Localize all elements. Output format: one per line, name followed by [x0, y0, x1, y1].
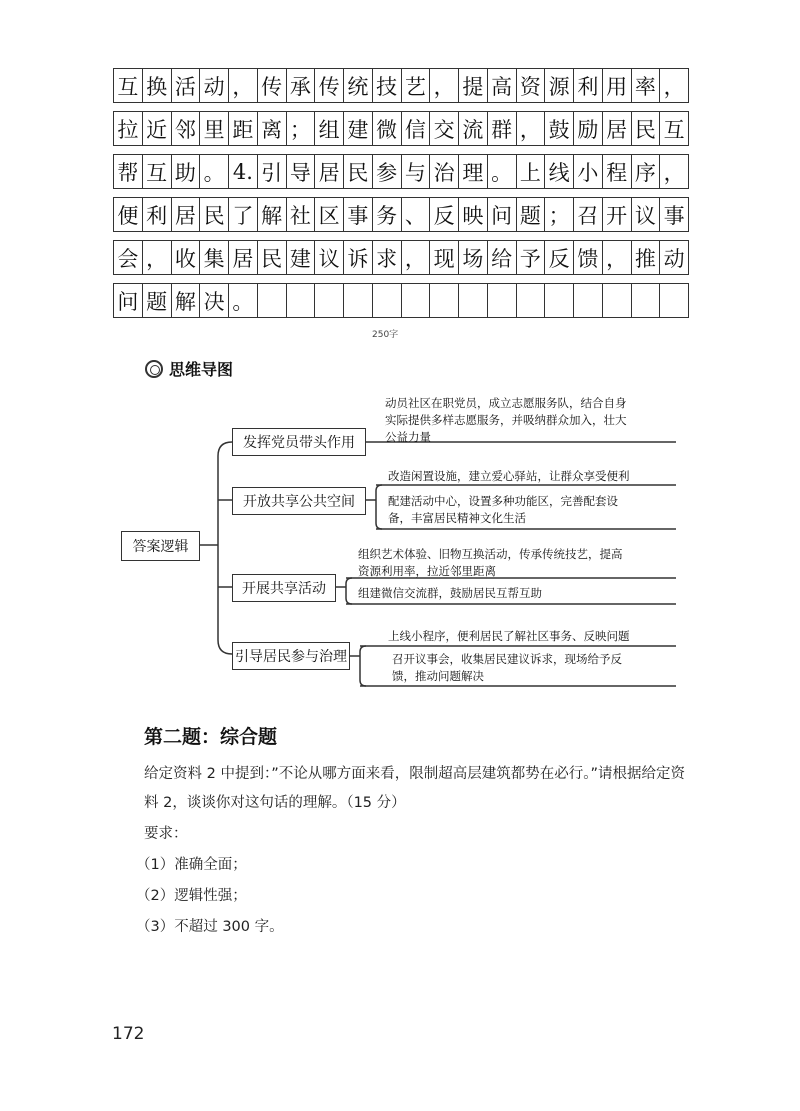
grid-cell: 问: [488, 198, 517, 231]
grid-cell: 题: [517, 198, 546, 231]
grid-cell: 参: [373, 155, 402, 188]
grid-cell: ，: [430, 69, 459, 102]
branch-shared-activities: 开展共享活动: [232, 574, 336, 602]
question-title: 第二题：综合题: [144, 726, 278, 748]
grid-cell: 导: [287, 155, 316, 188]
grid-cell: 务: [373, 198, 402, 231]
grid-cell: 助: [172, 155, 201, 188]
requirement-1: （1）准确全面；: [136, 857, 247, 873]
page-number: 172: [112, 1024, 145, 1044]
grid-cell: 。: [200, 155, 229, 188]
grid-cell: ；: [287, 112, 316, 145]
grid-cell: 交: [430, 112, 459, 145]
branch-resident-governance: 引导居民参与治理: [232, 642, 350, 670]
grid-cell: 召: [574, 198, 603, 231]
grid-cell: ，: [143, 241, 172, 274]
grid-cell: 传: [315, 69, 344, 102]
grid-cell: 小: [574, 155, 603, 188]
grid-cell: ；: [545, 198, 574, 231]
branch-party-members: 发挥党员带头作用: [232, 428, 366, 456]
grid-cell: 源: [545, 69, 574, 102]
grid-cell: 用: [603, 69, 632, 102]
grid-cell: 邻: [172, 112, 201, 145]
grid-cell: 传: [258, 69, 287, 102]
mindmap-title: 思维导图: [169, 360, 234, 379]
grid-cell: 鼓: [545, 112, 574, 145]
grid-cell: 高: [488, 69, 517, 102]
grid-cell: ，: [402, 241, 431, 274]
grid-cell: 动: [660, 241, 689, 274]
grid-cell: 互: [660, 112, 689, 145]
grid-cell: 给: [488, 241, 517, 274]
branch-4-note-b: 召开议事会，收集居民建议诉求，现场给予反 馈，推动问题解决: [392, 652, 622, 683]
grid-cell: 组: [315, 112, 344, 145]
grid-cell: 社: [287, 198, 316, 231]
branch-1-note: 动员社区在职党员，成立志愿服务队，结合自身 实际提供多样志愿服务，并吸纳群众加入，壮大 公益力量: [385, 396, 627, 444]
grid-cell: 了: [229, 198, 258, 231]
grid-cell: 居: [315, 155, 344, 188]
grid-cell: 离: [258, 112, 287, 145]
grid-cell: 集: [200, 241, 229, 274]
grid-cell: 序: [632, 155, 661, 188]
grid-cell: 决: [200, 284, 229, 317]
grid-cell: 民: [200, 198, 229, 231]
grid-cell: 拉: [114, 112, 143, 145]
word-count: 250字: [372, 330, 399, 340]
grid-cell: 建: [287, 241, 316, 274]
requirements-label: 要求：: [144, 826, 188, 842]
mindmap-root: 答案逻辑: [121, 531, 200, 561]
grid-cell: 事: [660, 198, 689, 231]
grid-cell: 收: [172, 241, 201, 274]
grid-cell: 里: [200, 112, 229, 145]
grid-cell: 反: [430, 198, 459, 231]
grid-cell: 诉: [344, 241, 373, 274]
grid-cell: 便: [114, 198, 143, 231]
grid-cell: 互: [114, 69, 143, 102]
grid-cell: 上: [517, 155, 546, 188]
grid-cell: 信: [402, 112, 431, 145]
branch-public-space: 开放共享公共空间: [232, 487, 366, 515]
grid-cell: 予: [517, 241, 546, 274]
grid-cell: 利: [574, 69, 603, 102]
grid-cell: 居: [603, 112, 632, 145]
question-prompt-line-1: 给定资料 2 中提到：”不论从哪方面来看，限制超高层建筑都势在必行。”请根据给定资: [144, 766, 685, 782]
grid-cell: 题: [143, 284, 172, 317]
grid-cell: 现: [430, 241, 459, 274]
grid-cell: 事: [344, 198, 373, 231]
grid-cell: ，: [229, 69, 258, 102]
grid-cell: 与: [402, 155, 431, 188]
grid-cell: 。: [229, 284, 258, 317]
grid-cell: 会: [114, 241, 143, 274]
grid-cell: 资: [517, 69, 546, 102]
grid-cell: 、: [402, 198, 431, 231]
question-prompt-line-2: 料 2，谈谈你对这句话的理解。（15 分）: [144, 795, 406, 811]
grid-cell: 。: [488, 155, 517, 188]
grid-cell: 艺: [402, 69, 431, 102]
grid-cell: 问: [114, 284, 143, 317]
grid-cell: 利: [143, 198, 172, 231]
grid-cell: 引: [258, 155, 287, 188]
grid-cell: 民: [632, 112, 661, 145]
grid-cell: 馈: [574, 241, 603, 274]
branch-4-note-a: 上线小程序，便利居民了解社区事务、反映问题: [388, 629, 630, 643]
branch-3-note-b: 组建微信交流群，鼓励居民互帮互助: [358, 586, 542, 600]
grid-cell: 活: [172, 69, 201, 102]
grid-cell: ，: [660, 155, 689, 188]
requirement-3: （3）不超过 300 字。: [136, 919, 284, 935]
branch-2-note-b: 配建活动中心，设置多种功能区，完善配套设 备，丰富居民精神文化生活: [388, 494, 618, 525]
grid-cell: 承: [287, 69, 316, 102]
grid-cell: 场: [459, 241, 488, 274]
grid-cell: 动: [200, 69, 229, 102]
grid-cell: 群: [488, 112, 517, 145]
grid-cell: 治: [430, 155, 459, 188]
grid-cell: 微: [373, 112, 402, 145]
grid-cell: 议: [315, 241, 344, 274]
grid-cell: ，: [603, 241, 632, 274]
grid-cell: 议: [632, 198, 661, 231]
grid-cell: 解: [258, 198, 287, 231]
requirement-2: （2）逻辑性强；: [136, 888, 247, 904]
grid-cell: 4.: [229, 155, 258, 188]
grid-cell: 开: [603, 198, 632, 231]
grid-cell: 流: [459, 112, 488, 145]
grid-cell: 励: [574, 112, 603, 145]
grid-cell: 帮: [114, 155, 143, 188]
grid-cell: 互: [143, 155, 172, 188]
grid-cell: 反: [545, 241, 574, 274]
grid-cell: 线: [545, 155, 574, 188]
grid-cell: 换: [143, 69, 172, 102]
grid-cell: 率: [632, 69, 661, 102]
grid-cell: 距: [229, 112, 258, 145]
grid-cell: 近: [143, 112, 172, 145]
branch-3-note-a: 组织艺术体验、旧物互换活动，传承传统技艺，提高 资源利用率，拉近邻里距离: [358, 547, 623, 578]
grid-cell: 映: [459, 198, 488, 231]
grid-cell: 民: [344, 155, 373, 188]
grid-cell: 建: [344, 112, 373, 145]
grid-cell: 区: [315, 198, 344, 231]
grid-cell: 理: [459, 155, 488, 188]
grid-cell: ，: [660, 69, 689, 102]
grid-cell: 居: [229, 241, 258, 274]
grid-cell: 民: [258, 241, 287, 274]
grid-cell: 推: [632, 241, 661, 274]
grid-cell: 提: [459, 69, 488, 102]
grid-cell: 求: [373, 241, 402, 274]
grid-cell: 程: [603, 155, 632, 188]
grid-cell: 居: [172, 198, 201, 231]
grid-cell: ，: [517, 112, 546, 145]
grid-cell: 解: [172, 284, 201, 317]
branch-2-note-a: 改造闲置设施，建立爱心驿站，让群众享受便利: [388, 469, 630, 483]
grid-cell: 技: [373, 69, 402, 102]
grid-cell: 统: [344, 69, 373, 102]
